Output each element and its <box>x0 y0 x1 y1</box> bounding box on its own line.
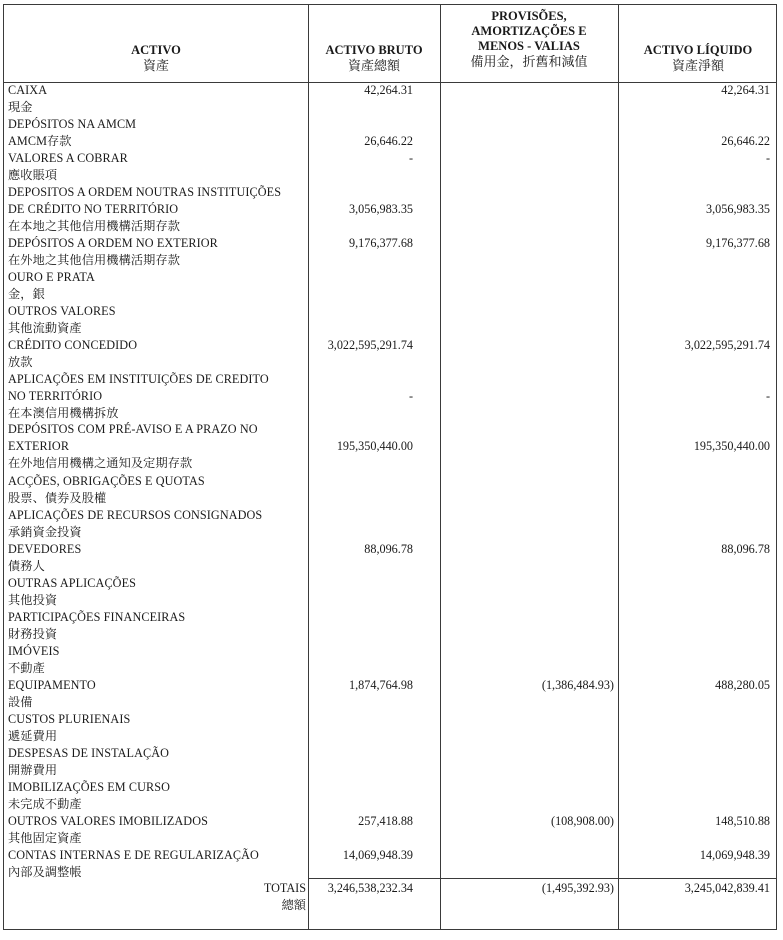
row-label-pt-continued: EXTERIOR <box>8 439 70 453</box>
row-label-zh: 開辦費用 <box>8 763 58 777</box>
row-label-pt-continued: NO TERRITÓRIO <box>8 389 103 403</box>
row-label-zh: 在外地信用機構之通知及定期存款 <box>8 456 193 470</box>
cell-activo-liquido: 3,056,983.35 <box>706 202 770 216</box>
totals-label <box>264 880 306 914</box>
column-divider <box>618 5 619 929</box>
cell-activo-liquido: - <box>765 151 770 165</box>
row-label <box>8 421 258 472</box>
cell-activo-bruto: 1,874,764.98 <box>349 678 413 692</box>
row-label-pt: APLICAÇÕES DE RECURSOS CONSIGNADOS <box>8 508 263 522</box>
row-label-zh: 不動產 <box>8 661 45 675</box>
row-label <box>8 184 281 235</box>
header-activo-liquido <box>618 43 778 73</box>
row-label <box>8 303 116 337</box>
header-liquido-pt: ACTIVO LÍQUIDO <box>643 43 753 57</box>
row-label <box>8 779 170 813</box>
header-provisoes-line3: MENOS - VALIAS <box>478 39 580 53</box>
row-label-zh: 其他投資 <box>8 593 58 607</box>
row-label-zh: 股票、債券及股權 <box>8 491 107 505</box>
row-label-zh: 承銷資金投資 <box>8 525 82 539</box>
header-activo-bruto <box>308 43 440 73</box>
row-label-pt: DEPÓSITOS COM PRÉ-AVISO E A PRAZO NO <box>8 422 258 436</box>
column-divider <box>440 5 441 929</box>
cell-activo-liquido: 3,022,595,291.74 <box>684 338 770 352</box>
header-provisoes-zh: 備用金，折舊和減值 <box>470 54 588 69</box>
row-label-pt: CUSTOS PLURIENAIS <box>8 712 131 726</box>
row-label <box>8 541 81 575</box>
header-provisoes-line1: PROVISÕES, <box>491 9 567 23</box>
row-label-zh: 未完成不動產 <box>8 797 82 811</box>
header-provisoes <box>440 9 618 69</box>
row-label-pt: OUTROS VALORES IMOBILIZADOS <box>8 814 208 828</box>
row-label <box>8 847 259 881</box>
cell-activo-bruto: 42,264.31 <box>364 83 413 97</box>
row-label-pt: DEPOSITOS A ORDEM NOUTRAS INSTITUIÇÕES <box>8 185 282 199</box>
header-liquido-zh: 資產淨額 <box>671 58 724 73</box>
row-label <box>8 473 205 507</box>
row-label <box>8 643 59 677</box>
row-label-pt: PARTICIPAÇÕES FINANCEIRAS <box>8 610 186 624</box>
row-label <box>8 371 269 422</box>
header-activo-pt: ACTIVO <box>131 43 181 57</box>
row-label <box>8 813 208 847</box>
cell-activo-liquido: 88,096.78 <box>721 542 770 556</box>
cell-activo-liquido: - <box>765 389 770 403</box>
cell-activo-bruto: - <box>408 389 413 403</box>
header-bruto-pt: ACTIVO BRUTO <box>325 43 423 57</box>
cell-activo-bruto: 26,646.22 <box>364 134 413 148</box>
cell-activo-liquido: 9,176,377.68 <box>706 236 770 250</box>
cell-activo-bruto: 9,176,377.68 <box>349 236 413 250</box>
row-label-pt: DESPESAS DE INSTALAÇÃO <box>8 746 170 760</box>
cell-activo-liquido: 148,510.88 <box>715 814 770 828</box>
row-label-pt: CRÉDITO CONCEDIDO <box>8 338 138 352</box>
row-label-zh: 放款 <box>8 355 33 369</box>
column-divider <box>308 5 309 929</box>
row-label-zh: 金，銀 <box>8 287 45 301</box>
row-label <box>8 116 136 150</box>
cell-activo-liquido: 195,350,440.00 <box>693 439 770 453</box>
row-label-zh: 遞延費用 <box>8 729 58 743</box>
totals-divider <box>308 878 776 879</box>
row-label <box>8 269 95 303</box>
cell-provisoes: (108,908.00) <box>551 814 614 828</box>
row-label-zh: 其他流動資產 <box>8 321 82 335</box>
row-label <box>8 235 218 269</box>
row-label-zh: 其他固定資產 <box>8 831 82 845</box>
row-label <box>8 507 262 541</box>
cell-activo-bruto: 257,418.88 <box>358 814 413 828</box>
header-provisoes-line2: AMORTIZAÇÕES E <box>471 24 587 38</box>
row-label-zh: 債務人 <box>8 559 45 573</box>
row-label <box>8 337 137 371</box>
row-label-zh: 在外地之其他信用機構活期存款 <box>8 253 181 267</box>
row-label-pt: VALORES A COBRAR <box>8 151 128 165</box>
header-bruto-zh: 資產總額 <box>347 58 400 73</box>
row-label-pt-continued: DE CRÉDITO NO TERRITÓRIO <box>8 202 179 216</box>
cell-activo-bruto: 88,096.78 <box>364 542 413 556</box>
totals-label-pt: TOTAIS <box>263 881 306 895</box>
cell-provisoes: (1,386,484.93) <box>541 678 614 692</box>
totals-liquido: 3,245,042,839.41 <box>684 881 770 895</box>
row-label-pt: EQUIPAMENTO <box>8 678 96 692</box>
totals-label-zh: 總額 <box>281 898 306 912</box>
row-label <box>8 575 136 609</box>
row-label-zh: 現金 <box>8 100 33 114</box>
cell-activo-bruto: 14,069,948.39 <box>342 848 413 862</box>
cell-activo-liquido: 42,264.31 <box>721 83 770 97</box>
row-label-zh: 內部及調整帳 <box>8 865 82 879</box>
row-label-pt: CONTAS INTERNAS E DE REGULARIZAÇÃO <box>8 848 259 862</box>
row-label <box>8 82 47 116</box>
cell-activo-bruto: 3,056,983.35 <box>349 202 413 216</box>
row-label-zh: 在本澳信用機構拆放 <box>8 406 119 420</box>
row-label-pt: ACÇÕES, OBRIGAÇÕES E QUOTAS <box>8 474 205 488</box>
row-label <box>8 609 185 643</box>
row-label-pt: DEPÓSITOS A ORDEM NO EXTERIOR <box>8 236 218 250</box>
row-label-pt: DEVEDORES <box>8 542 82 556</box>
header-activo <box>4 43 308 73</box>
row-label <box>8 150 128 184</box>
row-label-pt: OUTRAS APLICAÇÕES <box>8 576 136 590</box>
row-label-pt: OUTROS VALORES <box>8 304 116 318</box>
row-label-pt: CAIXA <box>8 83 48 97</box>
cell-activo-liquido: 26,646.22 <box>721 134 770 148</box>
row-label-zh: 財務投資 <box>8 627 58 641</box>
cell-activo-liquido: 14,069,948.39 <box>699 848 770 862</box>
cell-activo-liquido: 488,280.05 <box>715 678 770 692</box>
row-label-pt: APLICAÇÕES EM INSTITUIÇÕES DE CREDITO <box>8 372 269 386</box>
cell-activo-bruto: 3,022,595,291.74 <box>327 338 413 352</box>
row-label-zh: 設備 <box>8 695 33 709</box>
row-label-pt: IMÓVEIS <box>8 644 60 658</box>
balance-sheet-table <box>3 4 777 930</box>
row-label-pt: IMOBILIZAÇÕES EM CURSO <box>8 780 171 794</box>
row-label-pt: OURO E PRATA <box>8 270 95 284</box>
totals-provisoes: (1,495,392.93) <box>541 881 614 895</box>
row-label-pt: DEPÓSITOS NA AMCM <box>8 117 137 131</box>
row-label <box>8 677 96 711</box>
row-label <box>8 745 169 779</box>
header-activo-zh: 資產 <box>142 58 169 73</box>
cell-activo-bruto: - <box>408 151 413 165</box>
row-label-zh: 在本地之其他信用機構活期存款 <box>8 219 181 233</box>
row-label <box>8 711 130 745</box>
row-label-zh: 應收賬項 <box>8 168 58 182</box>
totals-bruto: 3,246,538,232.34 <box>327 881 413 895</box>
row-label-pt-continued: AMCM存款 <box>8 134 72 148</box>
cell-activo-bruto: 195,350,440.00 <box>336 439 413 453</box>
